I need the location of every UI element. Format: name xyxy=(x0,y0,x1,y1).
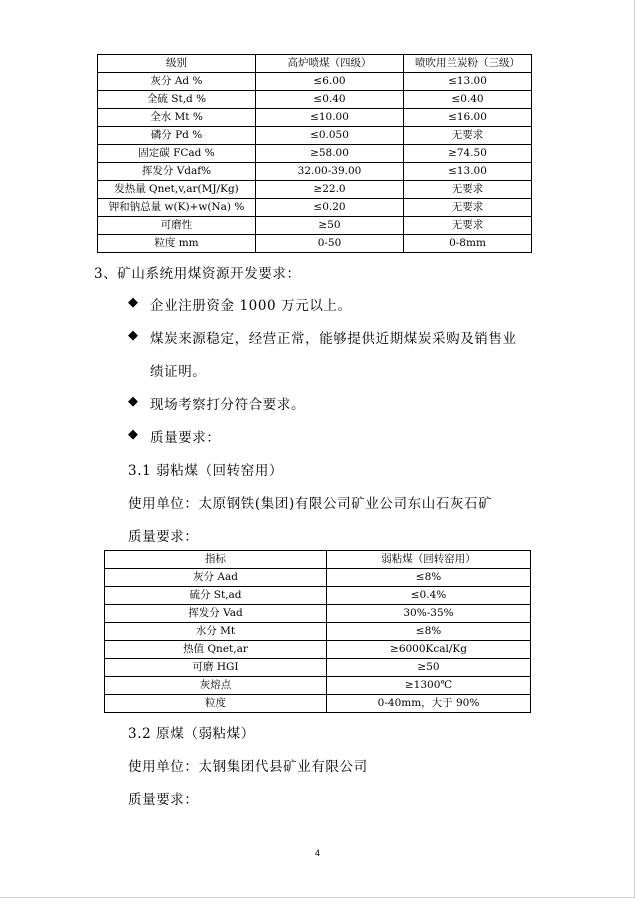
subsection-heading: 3.1 弱粘煤（回转窑用） xyxy=(128,463,284,479)
table-cell: 可磨性 xyxy=(98,217,256,235)
table-cell: ≥50 xyxy=(256,217,404,235)
table-cell: 全水 Mt % xyxy=(98,109,256,127)
table-cell: ≤0.20 xyxy=(256,199,404,217)
user-unit-text: 使用单位：太钢集团代县矿业有限公司 xyxy=(128,759,368,775)
table-cell: 32.00-39.00 xyxy=(256,163,404,181)
header-cell: 级别 xyxy=(98,55,256,73)
table-cell: 无要求 xyxy=(404,217,532,235)
table-cell: 钾和钠总量 w(K)+w(Na) % xyxy=(98,199,256,217)
table-cell: 粒度 mm xyxy=(98,235,256,253)
table-header-row xyxy=(98,55,532,73)
table-row xyxy=(105,695,531,713)
table-cell: 无要求 xyxy=(404,181,532,199)
table-cell: ≤8% xyxy=(327,623,531,641)
table-row xyxy=(105,587,531,605)
table-cell: 0-50 xyxy=(256,235,404,253)
table-cell: 挥发分 Vdaf% xyxy=(98,163,256,181)
table-row xyxy=(98,163,532,181)
table-cell: ≥1300℃ xyxy=(327,677,531,695)
table-row xyxy=(105,677,531,695)
table-row xyxy=(105,641,531,659)
table-cell: ≤0.40 xyxy=(404,91,532,109)
table-cell: 粒度 xyxy=(105,695,327,713)
table-row xyxy=(98,181,532,199)
table-cell: ≤16.00 xyxy=(404,109,532,127)
page-number: 4 xyxy=(314,848,320,858)
header-cell: 高炉喷煤（四级） xyxy=(256,55,404,73)
table-cell: ≤13.00 xyxy=(404,163,532,181)
bullet-text: 质量要求： xyxy=(150,430,221,446)
table-cell: ≤0.40 xyxy=(256,91,404,109)
weak-caking-coal-table xyxy=(104,550,531,713)
table-cell: 硫分 St,ad xyxy=(105,587,327,605)
table-row xyxy=(98,127,532,145)
table-cell: ≥74.50 xyxy=(404,145,532,163)
table-cell: ≤13.00 xyxy=(404,73,532,91)
table-row xyxy=(98,235,532,253)
bullet-text: 煤炭来源稳定，经营正常，能够提供近期煤炭采购及销售业 xyxy=(150,331,517,347)
header-cell: 指标 xyxy=(105,551,327,569)
table-cell: ≤10.00 xyxy=(256,109,404,127)
table-cell: 灰熔点 xyxy=(105,677,327,695)
table-cell: ≥58.00 xyxy=(256,145,404,163)
bullet-diamond-icon: ◆ xyxy=(128,394,138,409)
table-row xyxy=(105,605,531,623)
bullet-text-continuation: 绩证明。 xyxy=(150,364,207,380)
section-heading: 3、矿山系统用煤资源开发要求： xyxy=(94,266,301,282)
table-row xyxy=(105,569,531,587)
bullet-diamond-icon: ◆ xyxy=(128,295,138,310)
quality-label: 质量要求： xyxy=(128,792,199,808)
table-row xyxy=(98,73,532,91)
table-header-row xyxy=(105,551,531,569)
table-row xyxy=(98,217,532,235)
table-cell: 挥发分 Vad xyxy=(105,605,327,623)
subsection-heading: 3.2 原煤（弱粘煤） xyxy=(128,726,255,742)
table-row xyxy=(105,623,531,641)
table-cell: 固定碳 FCad % xyxy=(98,145,256,163)
table-cell: 磷分 Pd % xyxy=(98,127,256,145)
table-cell: ≤0.050 xyxy=(256,127,404,145)
table-cell: 全硫 St,d % xyxy=(98,91,256,109)
table-cell: 无要求 xyxy=(404,199,532,217)
table-cell: 发热量 Qnet,v,ar(MJ/Kg) xyxy=(98,181,256,199)
table-row xyxy=(98,145,532,163)
bullet-text: 现场考察打分符合要求。 xyxy=(150,397,306,413)
table-cell: 0-8mm xyxy=(404,235,532,253)
table-cell: 无要求 xyxy=(404,127,532,145)
header-cell: 弱粘煤（回转窑用） xyxy=(327,551,531,569)
table-row xyxy=(98,199,532,217)
table-row xyxy=(105,659,531,677)
table-cell: ≤8% xyxy=(327,569,531,587)
table-row xyxy=(98,109,532,127)
table-cell: 可磨 HGI xyxy=(105,659,327,677)
table-cell: 30%-35% xyxy=(327,605,531,623)
quality-label: 质量要求： xyxy=(128,529,199,545)
table-cell: 0-40mm，大于 90% xyxy=(327,695,531,713)
bullet-diamond-icon: ◆ xyxy=(128,328,138,343)
table-cell: 水分 Mt xyxy=(105,623,327,641)
bullet-text: 企业注册资金 1000 万元以上。 xyxy=(150,298,352,314)
table-cell: 灰分 Aad xyxy=(105,569,327,587)
table-cell: 灰分 Ad % xyxy=(98,73,256,91)
table-cell: ≤0.4% xyxy=(327,587,531,605)
header-cell: 喷吹用兰炭粉（三级） xyxy=(404,55,532,73)
coal-grade-table xyxy=(97,54,532,253)
table-cell: ≥50 xyxy=(327,659,531,677)
table-cell: 热值 Qnet,ar xyxy=(105,641,327,659)
table-cell: ≥22.0 xyxy=(256,181,404,199)
table-cell: ≥6000Kcal/Kg xyxy=(327,641,531,659)
user-unit-text: 使用单位：太原钢铁(集团)有限公司矿业公司东山石灰石矿 xyxy=(128,496,493,512)
table-row xyxy=(98,91,532,109)
table-cell: ≤6.00 xyxy=(256,73,404,91)
bullet-diamond-icon: ◆ xyxy=(128,427,138,442)
